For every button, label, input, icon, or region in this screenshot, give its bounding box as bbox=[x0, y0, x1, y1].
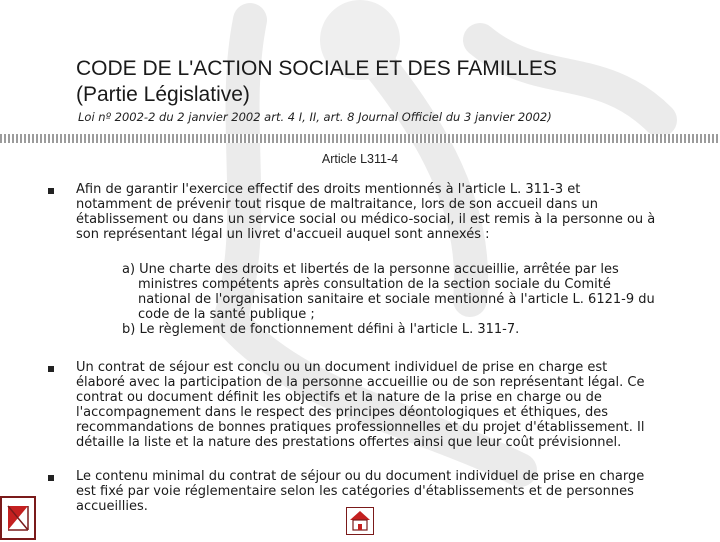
bullet-1 bbox=[48, 188, 54, 194]
page-title bbox=[76, 56, 696, 108]
list-item-a-line: ministres compétents après consultation de la section sociale du Comité bbox=[138, 277, 611, 292]
paragraph-line: Afin de garantir l'exercice effectif des droits mentionnés à l'article L. 311-3 et bbox=[76, 182, 581, 197]
dotted-divider bbox=[0, 134, 720, 143]
title-line-1: CODE DE L'ACTION SOCIALE ET DES FAMILLES bbox=[76, 57, 557, 80]
back-arrow-icon bbox=[2, 498, 34, 538]
paragraph-line: est fixé par voie réglementaire selon les catégories d'établissements et de personnes bbox=[76, 484, 634, 499]
list-item-a-line: national de l'organisation sanitaire et sociale mentionné à l'article L. 6121-9 du bbox=[138, 292, 655, 307]
paragraph-line: contrat ou document définit les objectifs et la nature de la prise en charge ou de bbox=[76, 390, 602, 405]
list-item-a-line: code de la santé publique ; bbox=[138, 307, 315, 322]
paragraph-1 bbox=[76, 182, 706, 242]
paragraph-line: élaboré avec la participation de la personne accueillie ou de son représentant légal. Ce bbox=[76, 375, 645, 390]
paragraph-line: l'accompagnement dans le respect des principes déontologiques et éthiques, des bbox=[76, 405, 609, 420]
paragraph-line: accueillies. bbox=[76, 499, 148, 514]
article-list bbox=[122, 262, 712, 337]
home-button[interactable] bbox=[346, 507, 374, 535]
home-icon bbox=[347, 508, 373, 534]
paragraph-line: établissement ou dans un service social ou médico-social, il est remis à la personne ou à bbox=[76, 212, 656, 227]
paragraph-line: son représentant légal un livret d'accueil auquel sont annexés : bbox=[76, 227, 490, 242]
list-item-a-line: a) Une charte des droits et libertés de la personne accueillie, arrêtée par les bbox=[122, 262, 619, 277]
paragraph-line: notamment de prévenir tout risque de maltraitance, lors de son accueil dans un bbox=[76, 197, 598, 212]
title-line-2: (Partie Législative) bbox=[76, 83, 250, 106]
paragraph-line: détaille la liste et la nature des prestations offertes ainsi que leur coût prévisionnel. bbox=[76, 435, 622, 450]
bullet-3 bbox=[48, 475, 54, 481]
paragraph-line: recommandations de bonnes pratiques professionnelles et du projet d'établissement. Il bbox=[76, 420, 645, 435]
back-button[interactable] bbox=[0, 496, 36, 540]
bullet-2 bbox=[48, 366, 54, 372]
list-item-b: b) Le règlement de fonctionnement défini à l'article L. 311-7. bbox=[122, 322, 520, 337]
paragraph-line: Le contenu minimal du contrat de séjour ou du document individuel de prise en charge bbox=[76, 469, 645, 484]
paragraph-line: Un contrat de séjour est conclu ou un document individuel de prise en charge est bbox=[76, 360, 608, 375]
law-reference: Loi nº 2002-2 du 2 janvier 2002 art. 4 I, II, art. 8 Journal Officiel du 3 janvier 2002) bbox=[78, 110, 552, 124]
article-title: Article L311-4 bbox=[321, 152, 399, 166]
paragraph-3 bbox=[76, 469, 706, 514]
paragraph-2 bbox=[76, 360, 706, 450]
